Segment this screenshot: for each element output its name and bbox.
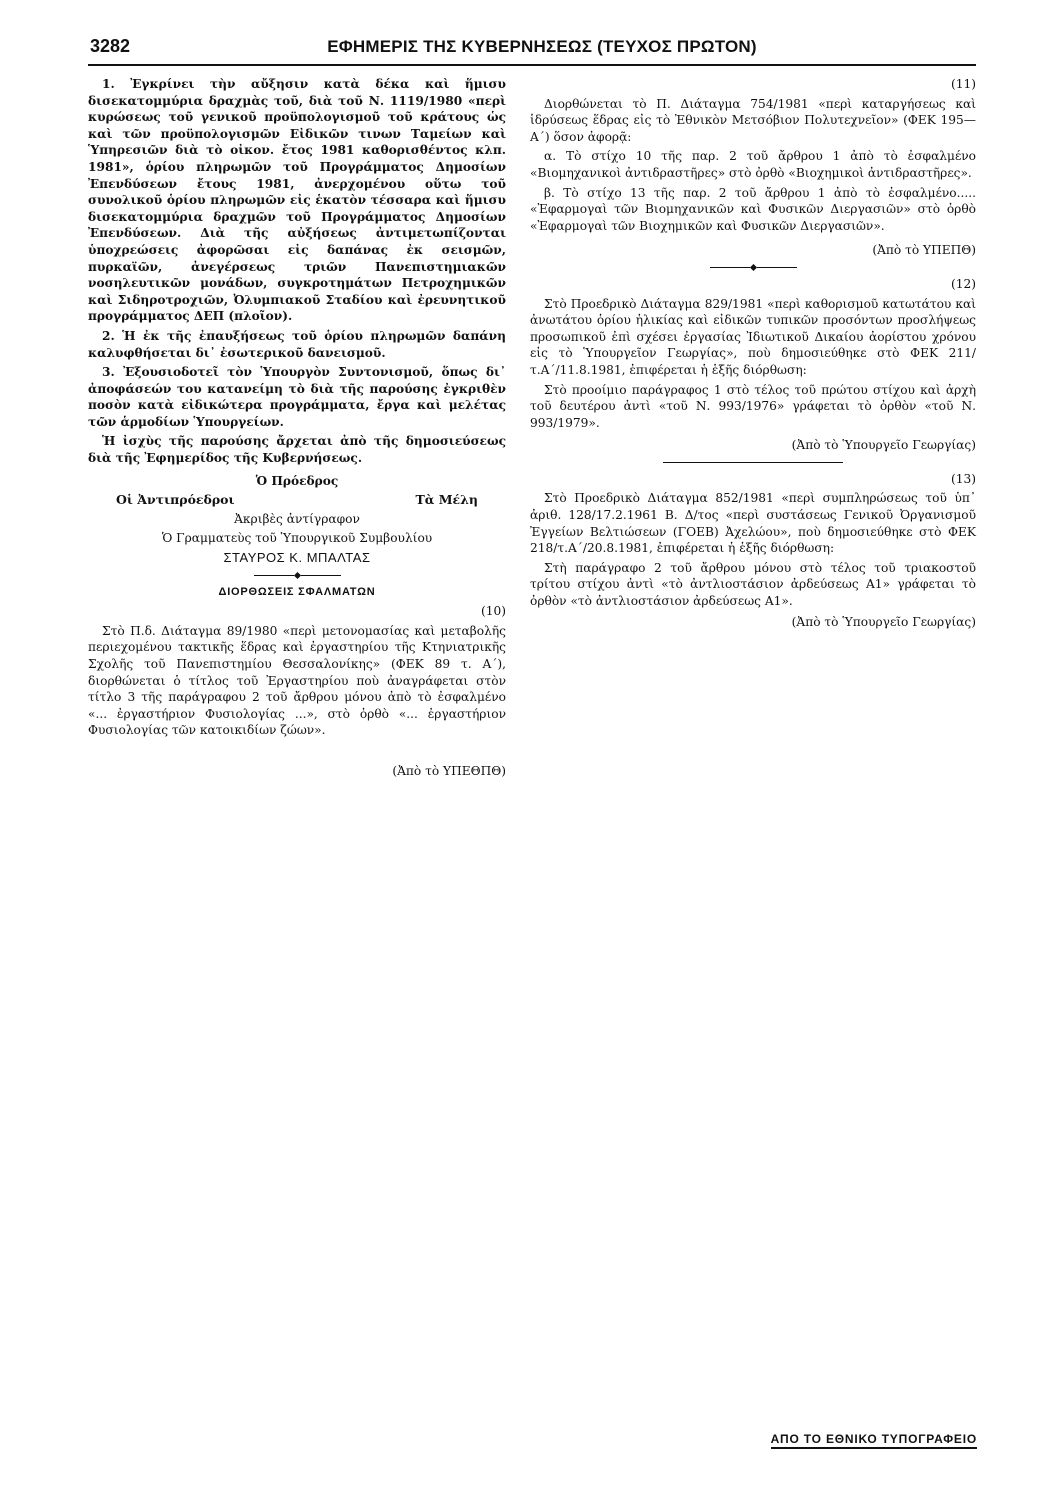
correction-10-source: (Ἀπὸ τὸ ΥΠΕΘΠΘ)	[392, 763, 506, 778]
signature-members: Τὰ Μέλη	[415, 492, 478, 508]
corrections-heading: ΔΙΟΡΘΩΣΕΙΣ ΣΦΑΛΜΑΤΩΝ	[218, 585, 376, 598]
correction-11-text: Διορθώνεται τὸ Π. Διάταγμα 754/1981 «περὶ καταργήσεως καὶ ἱδρύσεως ἕδρας εἰς τὸ Ἐθνικὸν Μετσόβιον Πολυτεχνεῖον» (ΦΕΚ 195—Α΄) ὅσον ἀφορᾷ:	[530, 96, 976, 144]
correction-10-text: Στὸ Π.δ. Διάταγμα 89/1980 «περὶ μετονομασίας καὶ μεταβολῆς περιεχομένου τακτικῆς ἕδρας καὶ ἐργαστηρίου τῆς Κτηνιατρικῆς Σχολῆς τοῦ Πανεπιστημίου Θεσσαλονίκης» (ΦΕΚ 89 τ. Α΄), διορθώνεται ὁ τίτλος τοῦ Ἐργαστηρίου ποὺ ἀναγράφεται στὸν τίτλο 3 τῆς παράγραφου 2 τοῦ ἄρθρου μόνου ἀπὸ τὸ ἐσφαλμένο «... ἐργαστήριον Φυσιολογίας ...», στὸ ὀρθὸ «... ἐργαστήριον Φυσιολογίας τῶν κατοικιδίων ζώων».	[88, 623, 506, 738]
signature-vice-presidents: Οἱ Ἀντιπρόεδροι	[116, 492, 235, 508]
true-copy-label: Ἀκριβὲς ἀντίγραφον	[234, 511, 360, 526]
left-column	[88, 76, 506, 783]
header-rule	[88, 64, 976, 66]
correction-11-item-a: α. Τὸ στίχο 10 τῆς παρ. 2 τοῦ ἄρθρου 1 ἀπὸ τὸ ἐσφαλμένο «Βιομηχανικοὶ ἀντιδραστῆρες» στὸ ὀρθὸ «Βιοχημικοὶ ἀντιδραστῆρες».	[530, 149, 976, 180]
correction-12-number: (12)	[950, 276, 976, 291]
correction-13-source: (Ἀπὸ τὸ Ὑπουργεῖο Γεωργίας)	[791, 614, 976, 629]
signature-row	[88, 492, 506, 509]
page-number: 3282	[90, 36, 131, 56]
running-head: ΕΦΗΜΕΡΙΣ ΤΗΣ ΚΥΒΕΡΝΗΣΕΩΣ (ΤΕΥΧΟΣ ΠΡΩΤΟΝ)	[327, 37, 757, 56]
correction-11-number: (11)	[950, 77, 976, 91]
secretary-title: Ὁ Γραμματεὺς τοῦ Ὑπουργικοῦ Συμβουλίου	[161, 531, 433, 546]
correction-10-number: (10)	[480, 604, 506, 619]
divider-rule	[663, 462, 843, 463]
correction-13-number: (13)	[950, 471, 976, 486]
decision-paragraph-2: 2. Ἡ ἐκ τῆς ἐπαυξήσεως τοῦ ὁρίου πληρωμῶν δαπάνη καλυφθήσεται δι᾽ ἐσωτερικοῦ δανεισμοῦ.	[88, 328, 506, 360]
section-divider-ornament	[88, 573, 506, 578]
correction-12-fix: Στὸ προοίμιο παράγραφος 1 στὸ τέλος τοῦ πρώτου στίχου καὶ ἀρχὴ τοῦ δευτέρου ἀντὶ «τοῦ Ν. 993/1976» γράφεται τὸ ὀρθὸν «τοῦ Ν. 993/1979».	[530, 382, 976, 430]
decision-paragraph-4: Ἡ ἰσχὺς τῆς παρούσης ἄρχεται ἀπὸ τῆς δημοσιεύσεως διὰ τῆς Ἐφημερίδος τῆς Κυβερνήσεως.	[88, 434, 506, 466]
decision-paragraph-1: 1. Ἐγκρίνει τὴν αὔξησιν κατὰ δέκα καὶ ἥμισυ δισεκατομμύρια δραχμὰς τοῦ, διὰ τοῦ Ν. 1119/1980 «περὶ κυρώσεως τοῦ γενικοῦ προϋπολογισμοῦ τοῦ κράτους ὡς καὶ τῶν προϋπολογισμῶν Εἰδικῶν τινων Ταμείων καὶ Ὑπηρεσιῶν διὰ τὸ οἰκον. ἔτος 1981 καθορισθέντος κλπ. 1981», ὁρίου πληρωμῶν τοῦ Προγράμματος Δημοσίων Ἐπενδύσεων ἔτους 1981, ἀνερχομένου οὕτω τοῦ συνολικοῦ ὁρίου πληρωμῶν εἰς ἑκατὸν τέσσαρα καὶ ἥμισυ δισεκατομμύρια δραχμῶν τοῦ Προγράμματος Δημοσίων Ἐπενδύσεων. Διὰ τῆς αὐξήσεως ἀντιμετωπίζονται ὑποχρεώσεις ἀφορῶσαι εἰς δαπάνας ἐκ σεισμῶν, πυρκαϊῶν, ἀνεγέρσεως τριῶν Πανεπιστημιακῶν νοσηλευτικῶν μονάδων, συγκροτημάτων Πετροχημικῶν καὶ Σιδηροτροχιῶν, Ὀλυμπιακοῦ Σταδίου καὶ ἐρευνητικοῦ προγράμματος ΔΕΠ (πλοῖον).	[88, 77, 506, 324]
divider-ornament-1	[530, 265, 976, 270]
secretary-name: ΣΤΑΥΡΟΣ Κ. ΜΠΑΛΤΑΣ	[223, 550, 371, 566]
printer-imprint: ΑΠΟ ΤΟ ΕΘΝΙΚΟ ΤΥΠΟΓΡΑΦΕΙΟ	[771, 1432, 977, 1449]
correction-13-text: Στὸ Προεδρικὸ Διάταγμα 852/1981 «περὶ συμπληρώσεως τοῦ ὑπ᾽ ἀριθ. 128/17.2.1961 Β. Δ/τος «περὶ συστάσεως Γενικοῦ Ὀργανισμοῦ Ἐγγείων Βελτιώσεων (ΓΟΕΒ) Ἀχελώου», ποὺ δημοσιεύθηκε στὸ ΦΕΚ 218/τ.Α΄/20.8.1981, ἐπιφέρεται ἡ ἑξῆς διόρθωση:	[530, 491, 976, 556]
signature-president: Ὁ Πρόεδρος	[255, 473, 339, 488]
correction-12-source: (Ἀπὸ τὸ Ὑπουργεῖο Γεωργίας)	[791, 438, 976, 453]
decision-paragraph-3: 3. Ἐξουσιοδοτεῖ τὸν Ὑπουργὸν Συντονισμοῦ, ὅπως δι᾽ ἀποφάσεών του κατανείμη τὸ διὰ τῆς παρούσης ἐγκριθὲν ποσὸν κατὰ εἰδικώτερα προγράμματα, ἔργα καὶ μελέτας τῶν ἁρμοδίων Ὑπουργείων.	[88, 365, 506, 429]
correction-13-fix: Στὴ παράγραφο 2 τοῦ ἄρθρου μόνου στὸ τέλος τοῦ τριακοστοῦ τρίτου στίχου ἀντὶ «τὸ ἀντλιοστάσιον ἀρδεύσεως Α1» γράφεται τὸ ὀρθὸν «τὸ ἀντλιοστάσιον ἀρδεύσεως Α1».	[530, 560, 976, 609]
correction-12-text: Στὸ Προεδρικὸ Διάταγμα 829/1981 «περὶ καθορισμοῦ κατωτάτου καὶ ἀνωτάτου ὁρίου ἡλικίας καὶ εἰδικῶν τυπικῶν προσόντων προσλήψεως προσωπικοῦ ἐπὶ σχέσει ἐργασίας Ἰδιωτικοῦ Δικαίου ἀορίστου χρόνου εἰς τὸ Ὑπουργεῖον Γεωργίας», ποὺ δημοσιεύθηκε στὸ ΦΕΚ 211/τ.Α΄/11.8.1981, ἐπιφέρεται ἡ ἑξῆς διόρθωση:	[530, 296, 976, 377]
right-column	[530, 76, 976, 633]
correction-11-source: (Ἀπὸ τὸ ΥΠΕΠΘ)	[872, 243, 976, 258]
correction-11-item-b: β. Τὸ στίχο 13 τῆς παρ. 2 τοῦ ἄρθρου 1 ἀπὸ τὸ ἐσφαλμένο..... «Ἐφαρμογαὶ τῶν Βιομηχανικῶν καὶ Φυσικῶν Διεργασιῶν» στὸ ὀρθὸ «Ἐφαρμογαὶ τῶν Βιοχημικῶν καὶ Φυσικῶν Διεργασιῶν».	[530, 185, 976, 233]
